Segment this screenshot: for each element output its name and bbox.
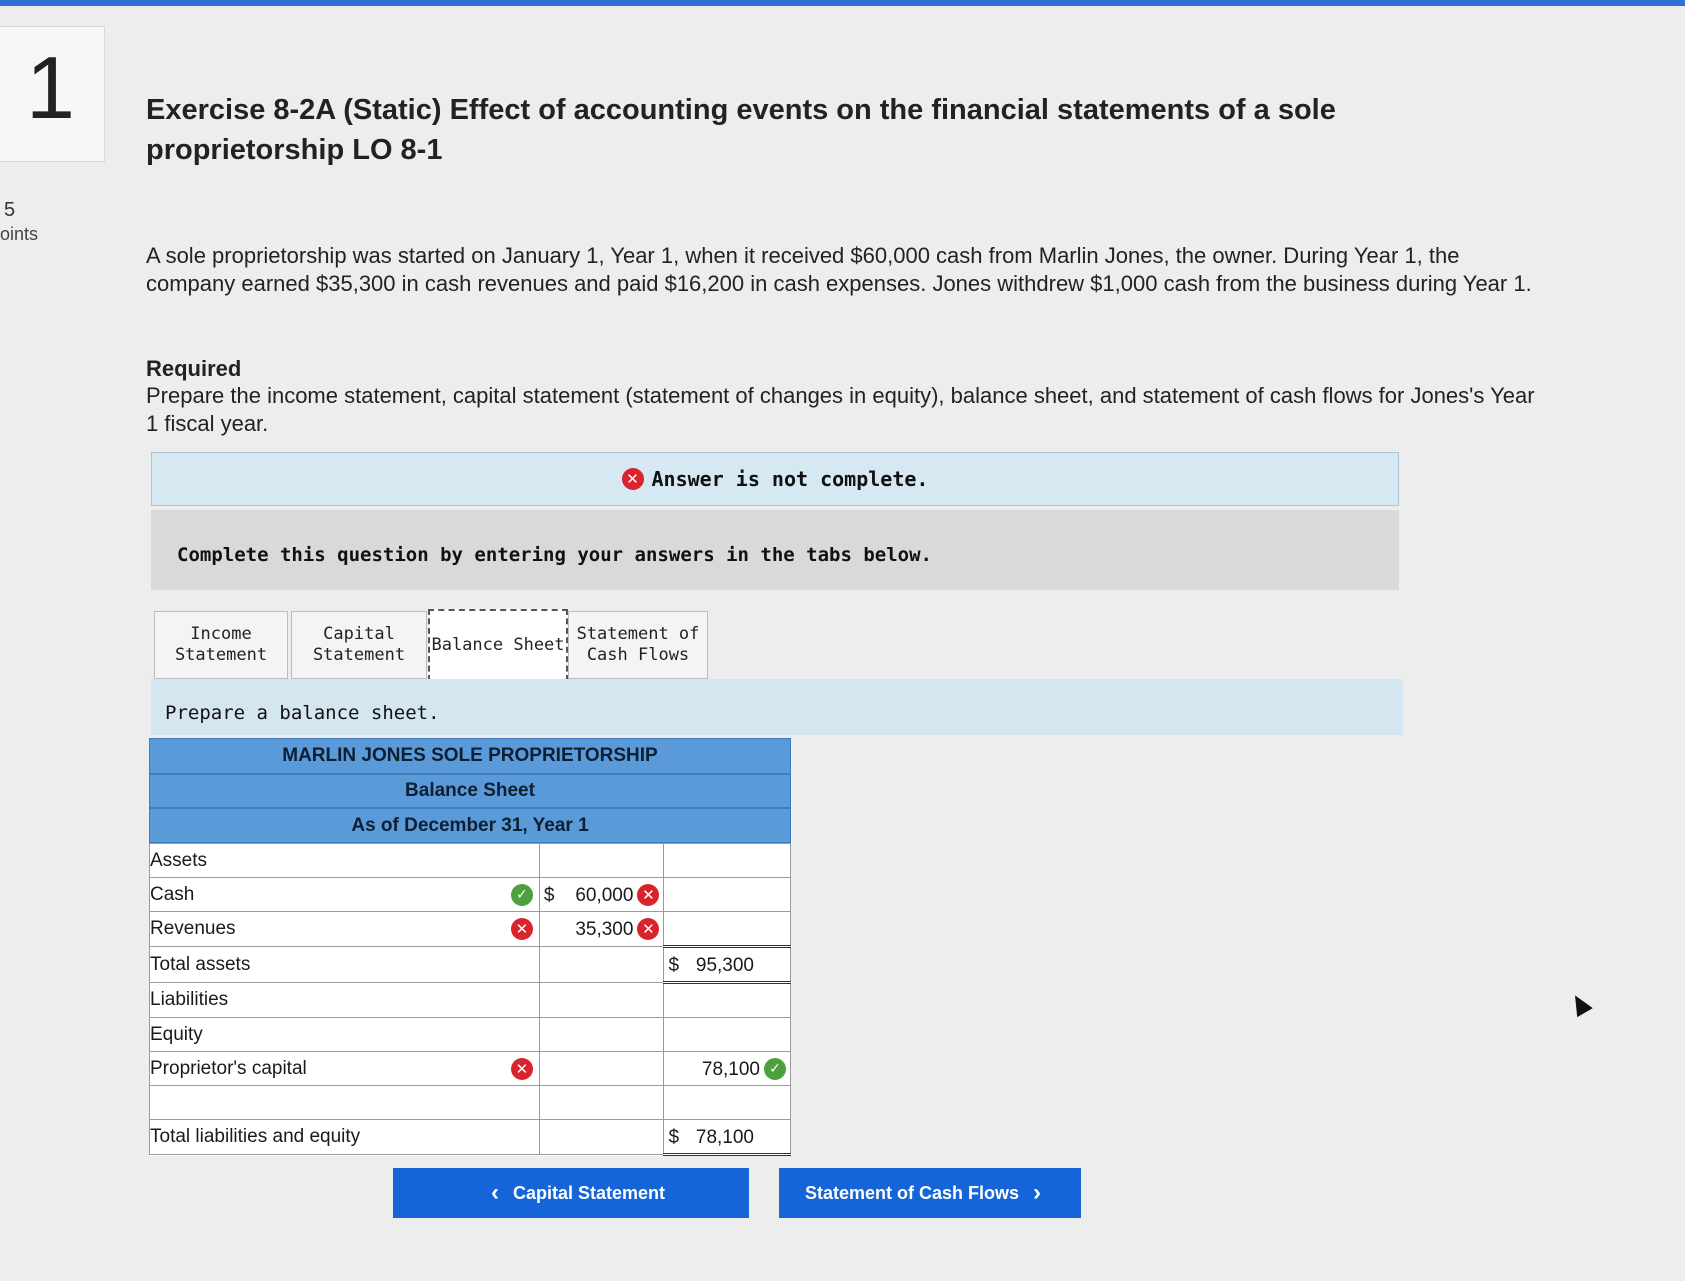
amount-cell[interactable] (539, 1120, 664, 1155)
x-icon: ✕ (637, 918, 659, 940)
total-cell[interactable] (664, 844, 791, 878)
next-tab-button[interactable] (779, 1168, 1081, 1218)
cash-label: Cash (150, 883, 195, 905)
total-cell[interactable] (664, 1018, 791, 1052)
next-tab-label: Statement of Cash Flows (804, 1182, 1020, 1203)
table-row (150, 947, 791, 983)
equity-heading: Equity (150, 1018, 540, 1052)
total-cell[interactable] (664, 1086, 791, 1120)
blank-label-cell[interactable] (150, 1086, 540, 1120)
amount-cell[interactable] (539, 1086, 664, 1120)
x-icon: ✕ (511, 1058, 533, 1080)
x-icon: ✕ (511, 918, 533, 940)
tab-income-statement[interactable] (154, 611, 288, 679)
revenues-label: Revenues (150, 918, 236, 939)
points-value: 5 (4, 199, 16, 221)
table-row (150, 878, 791, 912)
capital-total-cell[interactable] (664, 1052, 791, 1086)
exercise-title: Exercise 8-2A (Static) Effect of accounting events on the financial statements of a sole proprietorship LO 8-1 (146, 94, 1336, 166)
x-icon: ✕ (637, 884, 659, 906)
answer-status-text: Answer is not complete. (651, 467, 929, 491)
capital-label: Proprietor's capital (150, 1057, 307, 1079)
total-assets-cell[interactable] (664, 947, 791, 983)
previous-tab-label: Capital Statement (512, 1182, 666, 1203)
amount-cell[interactable] (539, 1018, 664, 1052)
tab-label: Statement (174, 645, 268, 665)
answer-status-banner (151, 452, 1399, 506)
amount-cell[interactable] (539, 1052, 664, 1086)
table-row (150, 1086, 791, 1120)
check-icon: ✓ (764, 1058, 786, 1080)
required-text: Prepare the income statement, capital statement (statement of changes in equity), balance sheet, and statement of cash flows for Jones's Year 1 fiscal year. (146, 383, 1535, 436)
tab-label: Statement of (576, 624, 700, 644)
table-row (150, 1018, 791, 1052)
cash-amount: 60,000 (575, 885, 634, 906)
table-row (150, 844, 791, 878)
statement-date: As of December 31, Year 1 (149, 808, 791, 843)
assets-heading: Assets (150, 844, 540, 878)
total-liabilities-equity-cell[interactable] (664, 1120, 791, 1155)
table-row (150, 912, 791, 947)
cash-amount-cell[interactable] (539, 878, 664, 912)
balance-sheet-form (149, 738, 791, 1156)
revenues-amount: 35,300 (575, 919, 634, 940)
total-assets-label: Total assets (150, 947, 540, 983)
tab-label: Balance Sheet (431, 634, 565, 655)
revenues-label-cell[interactable] (150, 912, 540, 947)
chevron-left-icon: ‹ (490, 1179, 499, 1206)
chevron-right-icon: › (1033, 1179, 1042, 1206)
x-icon: ✕ (622, 468, 644, 490)
company-name: MARLIN JONES SOLE PROPRIETORSHIP (149, 738, 791, 774)
total-le-amount: 78,100 (695, 1127, 754, 1148)
question-number: 1 (26, 38, 75, 137)
revenues-amount-cell[interactable] (539, 912, 664, 947)
currency-symbol: $ (668, 1127, 680, 1148)
panel-prompt: Prepare a balance sheet. (165, 702, 440, 724)
currency-symbol: $ (668, 955, 680, 976)
table-row (150, 1052, 791, 1086)
points-label: oints (0, 224, 39, 244)
instruction-bar (151, 510, 1399, 590)
statement-name: Balance Sheet (149, 774, 791, 808)
total-liabilities-equity-label: Total liabilities and equity (150, 1120, 540, 1155)
amount-cell[interactable] (539, 947, 664, 983)
problem-description: A sole proprietorship was started on January 1, Year 1, when it received $60,000 cash from Marlin Jones, the owner. During Year 1, the company earned $35,300 in cash revenues and paid $16,200 in cash expenses. Jones withdrew $1,000 cash from the business during Year 1. (146, 243, 1532, 296)
balance-sheet-table (149, 843, 791, 1156)
instruction-text: Complete this question by entering your answers in the tabs below. (177, 544, 932, 566)
tab-balance-sheet[interactable] (428, 609, 568, 681)
tab-label: Income (190, 624, 252, 644)
capital-amount: 78,100 (701, 1059, 760, 1080)
amount-cell[interactable] (539, 983, 664, 1018)
total-cell[interactable] (664, 912, 791, 947)
liabilities-heading: Liabilities (150, 983, 540, 1018)
total-cell[interactable] (664, 983, 791, 1018)
tab-label: Statement (312, 645, 406, 665)
currency-symbol: $ (543, 885, 555, 906)
previous-tab-button[interactable] (393, 1168, 749, 1218)
cash-label-cell[interactable] (150, 878, 540, 912)
check-icon: ✓ (511, 884, 533, 906)
tab-statement-of-cash-flows[interactable] (568, 611, 708, 679)
tab-label: Capital (323, 624, 395, 644)
tab-capital-statement[interactable] (291, 611, 427, 679)
table-row (150, 983, 791, 1018)
amount-cell[interactable] (539, 844, 664, 878)
tab-panel-header (151, 679, 1403, 735)
capital-label-cell[interactable] (150, 1052, 540, 1086)
mouse-cursor-icon (1567, 991, 1593, 1017)
total-assets-amount: 95,300 (695, 955, 754, 976)
tab-label: Cash Flows (586, 645, 690, 665)
total-cell[interactable] (664, 878, 791, 912)
table-row (150, 1120, 791, 1155)
required-heading: Required (146, 356, 242, 381)
top-accent-bar (0, 0, 1685, 6)
